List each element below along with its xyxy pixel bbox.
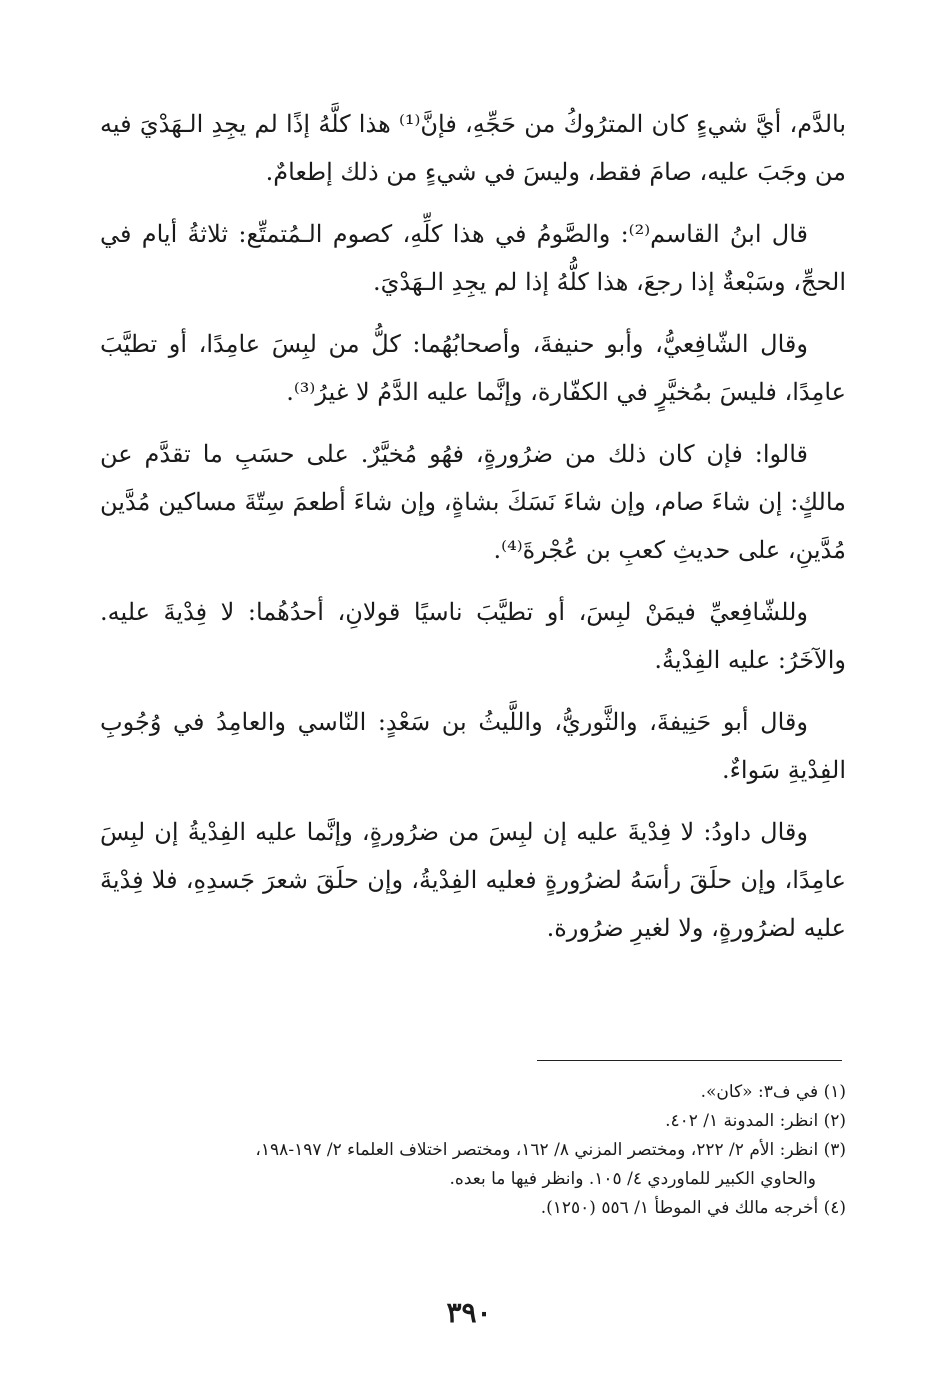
main-text [100, 100, 846, 966]
footnote-3: (٣) انظر: الأم ٢/ ٢٢٢، ومختصر المزني ٨/ ١٦٢، ومختصر اختلاف العلماء ٢/ ١٩٧-١٩٨، [255, 1140, 846, 1160]
page-number: ٣٩٠ [446, 1296, 492, 1329]
paragraph-3: وقال الشّافِعيُّ، وأبو حنيفةَ، وأصحابُهُما: كلُّ من لبِسَ عامِدًا، أو تطيَّبَ عامِدًا، فليسَ بمُخيَّرٍ في الكفّارة، وإنَّما عليه الدَّمُ لا غيرُ⁽³⁾. [100, 330, 846, 406]
footnote-2: (٢) انظر: المدونة ١/ ٤٠٢. [665, 1111, 846, 1131]
paragraph-1: بالدَّم، أيَّ شيءٍ كان المترُوكُ من حَجِّهِ، فإنَّ⁽¹⁾ هذا كلَّهُ إذًا لم يجِدِ الـهَدْيَ فيه من وجَبَ عليه، صامَ فقط، وليسَ في شيءٍ من ذلك إطعامٌ. [100, 110, 846, 186]
paragraph-4: قالوا: فإن كان ذلك من ضرُورةٍ، فهُو مُخيَّرٌ. على حسَبِ ما تقدَّم عن مالكٍ: إن شاءَ صام، وإن شاءَ نَسَكَ بشاةٍ، وإن شاءَ أطعمَ سِتّةَ مساكين مُدَّين مُدَّينِ، على حديثِ كعبِ بن عُجْرةَ⁽⁴⁾. [100, 440, 846, 564]
paragraph-2: قال ابنُ القاسم⁽²⁾: والصَّومُ في هذا كلِّهِ، كصوم الـمُتمتِّع: ثلاثةُ أيام في الحجِّ، وسَبْعةٌ إذا رجعَ، هذا كلُّهُ إذا لم يجِدِ الـهَدْيَ. [100, 220, 846, 296]
footnote-4: (٤) أخرجه مالك في الموطأ ١/ ٥٥٦ (١٢٥٠). [540, 1198, 846, 1218]
footnotes [100, 1078, 846, 1223]
paragraph-6: وقال أبو حَنِيفةَ، والثَّوريُّ، واللَّيثُ بن سَعْدٍ: النّاسي والعامِدُ في وُجُوبِ الفِدْيةِ سَواءٌ. [100, 708, 846, 784]
footnote-divider [537, 1060, 842, 1061]
paragraph-7: وقال داودُ: لا فِدْيةَ عليه إن لبِسَ من ضرُورةٍ، وإنَّما عليه الفِدْيةُ إن لبِسَ عامِدًا، وإن حلَقَ رأسَهُ لضرُورةٍ فعليه الفِدْيةُ، وإن حلَقَ شعرَ جَسدِهِ، فلا فِدْيةَ عليه لضرُورةٍ، ولا لغيرِ ضرُورة. [100, 818, 846, 942]
paragraph-5: وللشّافِعيِّ فيمَنْ لبِسَ، أو تطيَّبَ ناسيًا قولانِ، أحدُهُما: لا فِدْيةَ عليه. والآخَرُ: عليه الفِدْيةُ. [100, 598, 846, 674]
footnote-1: (١) في ف٣: «كان». [700, 1082, 846, 1102]
footnote-3-continuation: والحاوي الكبير للماوردي ٤/ ١٠٥. وانظر فيها ما بعده. [449, 1169, 816, 1189]
